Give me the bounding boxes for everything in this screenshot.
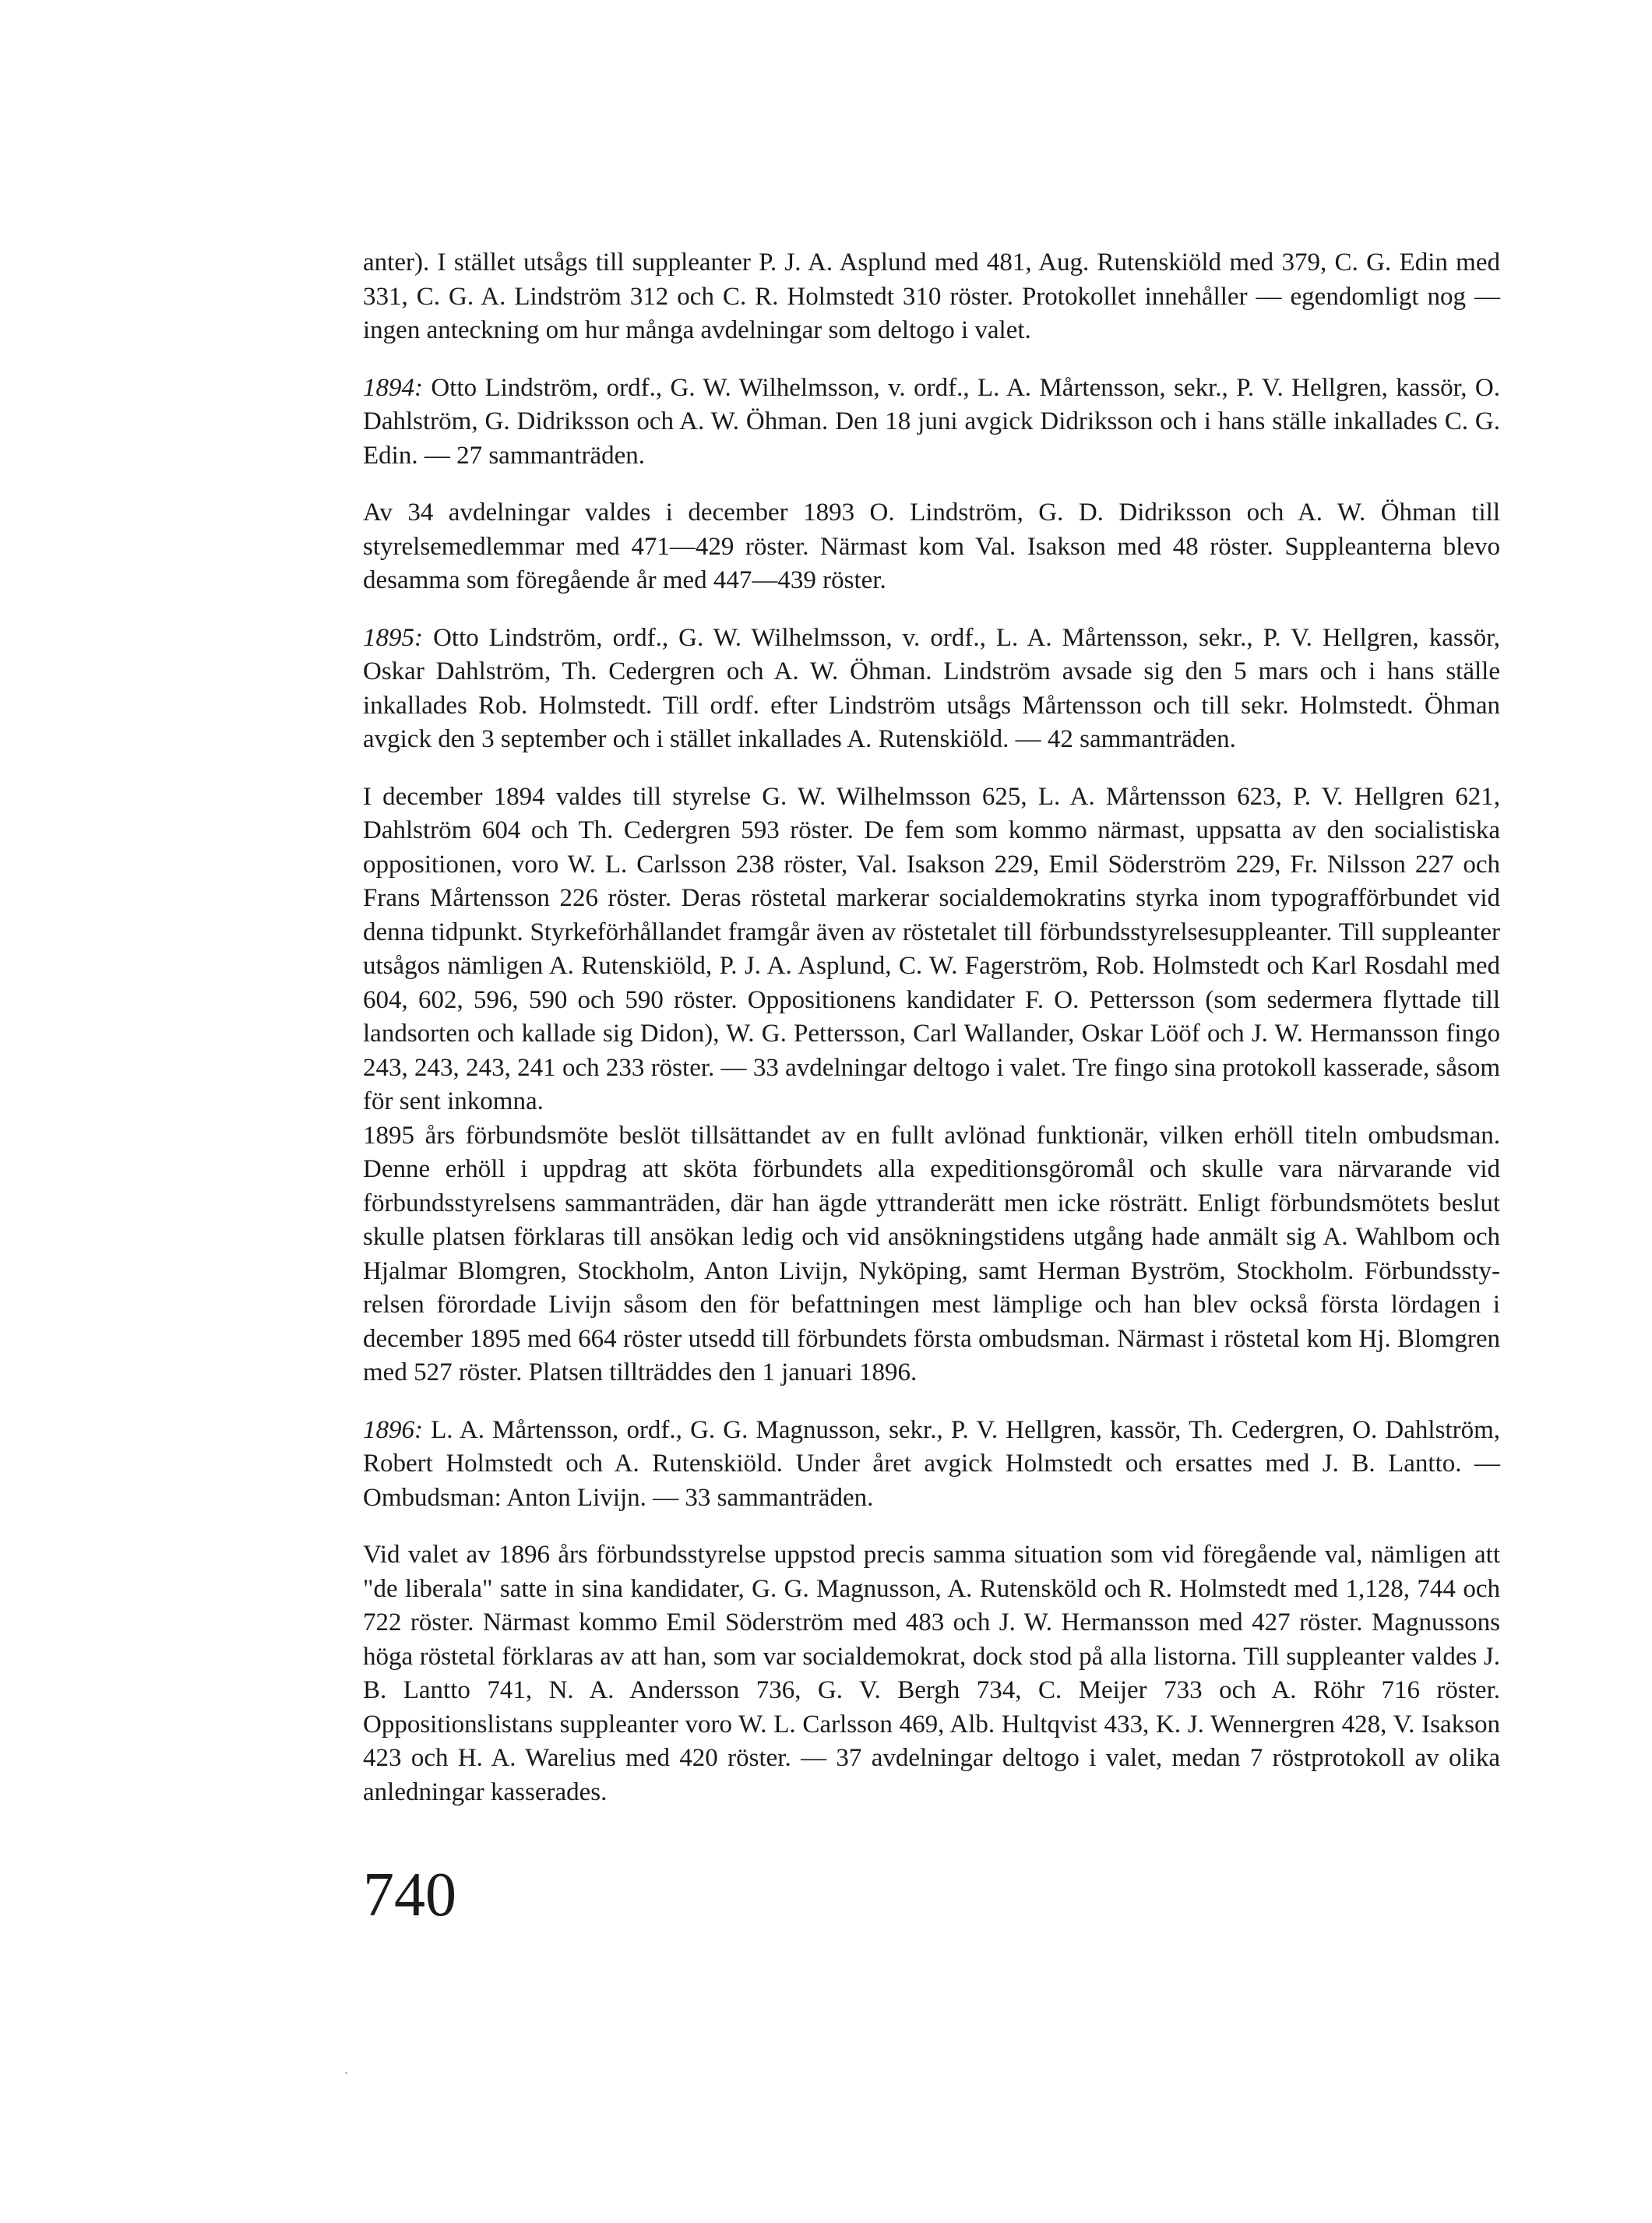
year-label-1895: 1895: [363,623,423,652]
paragraph-3 [363,496,1500,598]
paragraph-5 [363,780,1500,1119]
paper-speck [345,2072,347,2074]
paragraph-4-text: Otto Lindström, ordf., G. W. Wilhelmsson, v. ordf., L. A. Mårtensson, sekr., P. V. Hellgren, kassör, Oskar Dahlström, Th. Cedergren och A. W. Öhman. Lindström avsade sig den 5 mars och i hans ställe inkallades Rob. Holmstedt. Till ordf. efter Lindström utsågs Mårtensson och till sekr. Holmstedt. Öhman avgick den 3 september och i stället inkallades A. Rutenskiöld. — 42 sammanträden. [363,623,1500,753]
paragraph-2-text: Otto Lindström, ordf., G. W. Wilhelmsson, v. ordf., L. A. Mårtensson, sekr., P. V. Hellgren, kassör, O. Dahlström, G. Didriksson och A. W. Öhman. Den 18 juni avgick Didriksson och i hans ställe inkallades C. G. Edin. — 27 sammanträden. [363,373,1500,470]
paragraph-1 [363,246,1500,348]
paragraph-7 [363,1414,1500,1516]
page-body [363,246,1500,1809]
paragraph-8-text: Vid valet av 1896 års förbundsstyrelse uppstod precis samma situation som vid föregående val, nämligen att "de liberala" satte in sina kandidater, G. G. Magnusson, A. Rutensköld och R. Holmstedt med 1,128, 744 och 722 röster. Närmast kommo Emil Söderström med 483 och J. W. Hermansson med 427 röster. Magnussons höga röstetal förklaras av att han, som var socialdemokrat, dock stod på alla listorna. Till suppleanter valdes J. B. Lantto 741, N. A. Andersson 736, G. V. Bergh 734, C. Meijer 733 och A. Röhr 716 röster. Oppositionslistans suppleanter voro W. L. Carlsson 469, Alb. Hultqvist 433, K. J. Wennergren 428, V. Isakson 423 och H. A. Warelius med 420 röster. — 37 avdelningar deltogo i valet, medan 7 röstprotokoll av olika anledningar kasserades. [363,1541,1500,1806]
year-label-1894: 1894: [363,373,423,402]
paragraph-3-text: Av 34 avdelningar valdes i december 1893 O. Lindström, G. D. Didriksson och A. W. Öhman till styrelsemedlemmar med 471—429 röster. Närmast kom Val. Isakson med 48 röster. Suppleanterna blevo desamma som föregående år med 447—439 röster. [363,499,1500,594]
paragraph-8 [363,1538,1500,1809]
paragraph-2 [363,372,1500,474]
paragraph-7-text: L. A. Mårtensson, ordf., G. G. Magnusson, sekr., P. V. Hellgren, kassör, Th. Cedergren, O. Dahlström, Robert Holmstedt och A. Rutenskiöld. Under året avgick Holmstedt och ersattes med J. B. Lantto. — Ombudsman: Anton Livijn. — 33 sammanträden. [363,1415,1500,1512]
paragraph-5-text: I december 1894 valdes till styrelse G. W. Wilhelmsson 625, L. A. Mårtensson 623, P. V. Hellgren 621, Dahlström 604 och Th. Cedergren 593 röster. De fem som kommo närmast, uppsatta av den socialistiska oppositionen, voro W. L. Carlsson 238 röster, Val. Isakson 229, Emil Söderström 229, Fr. Nilsson 227 och Frans Mårtensson 226 röster. Deras röstetal markerar socialdemokratins styrka inom typografförbundet vid denna tidpunkt. Styrkeförhållandet framgår även av röstetalet till förbundsstyrelsesuppleanter. Till suppleanter utsågos nämligen A. Rutenskiöld, P. J. A. Asplund, C. W. Fagerström, Rob. Holmstedt och Karl Rosdahl med 604, 602, 596, 590 och 590 röster. Oppositionens kandidater F. O. Pettersson (som sedermera flyttade till landsorten och kallade sig Didon), W. G. Pettersson, Carl Wallander, Oskar Lööf och J. W. Hermansson fingo 243, 243, 243, 241 och 233 röster. — 33 avdelningar deltogo i valet. Tre fingo sina protokoll kasserade, såsom för sent inkomna. [363,782,1500,1115]
paragraph-1-text: anter). I stället utsågs till suppleanter P. J. A. Asplund med 481, Aug. Rutenskiöld med 379, C. G. Edin med 331, C. G. A. Lindström 312 och C. R. Holmstedt 310 röster. Protokollet innehåller — egendomligt nog — ingen anteckning om hur många avdelningar som deltogo i valet. [363,248,1500,344]
year-label-1896: 1896: [363,1415,423,1444]
paragraph-6 [363,1119,1500,1390]
paragraph-6-text: 1895 års förbundsmöte beslöt tillsättandet av en fullt avlönad funktionär, vilken erhöll titeln ombudsman. Denne erhöll i uppdrag att sköta förbundets alla expeditionsgöromål och skulle vara närvarande vid förbundsstyrelsens sammanträden, där han ägde yttranderätt men icke rösträtt. Enligt förbundsmötets beslut skulle platsen förklaras till ansökan ledig och vid ansökningstidens utgång hade anmält sig A. Wahlbom och Hjalmar Blomgren, Stockholm, Anton Livijn, Nyköping, samt Herman Byström, Stockholm. Förbundsstyrelsen förordade Livijn såsom den för befattningen mest lämplige och han blev också första lördagen i december 1895 med 664 röster utsedd till förbundets första ombudsman. Närmast i röstetal kom Hj. Blomgren med 527 röster. Platsen tillträddes den 1 januari 1896. [363,1121,1500,1386]
page-number: 740 [363,1861,456,1929]
paragraph-4 [363,622,1500,757]
